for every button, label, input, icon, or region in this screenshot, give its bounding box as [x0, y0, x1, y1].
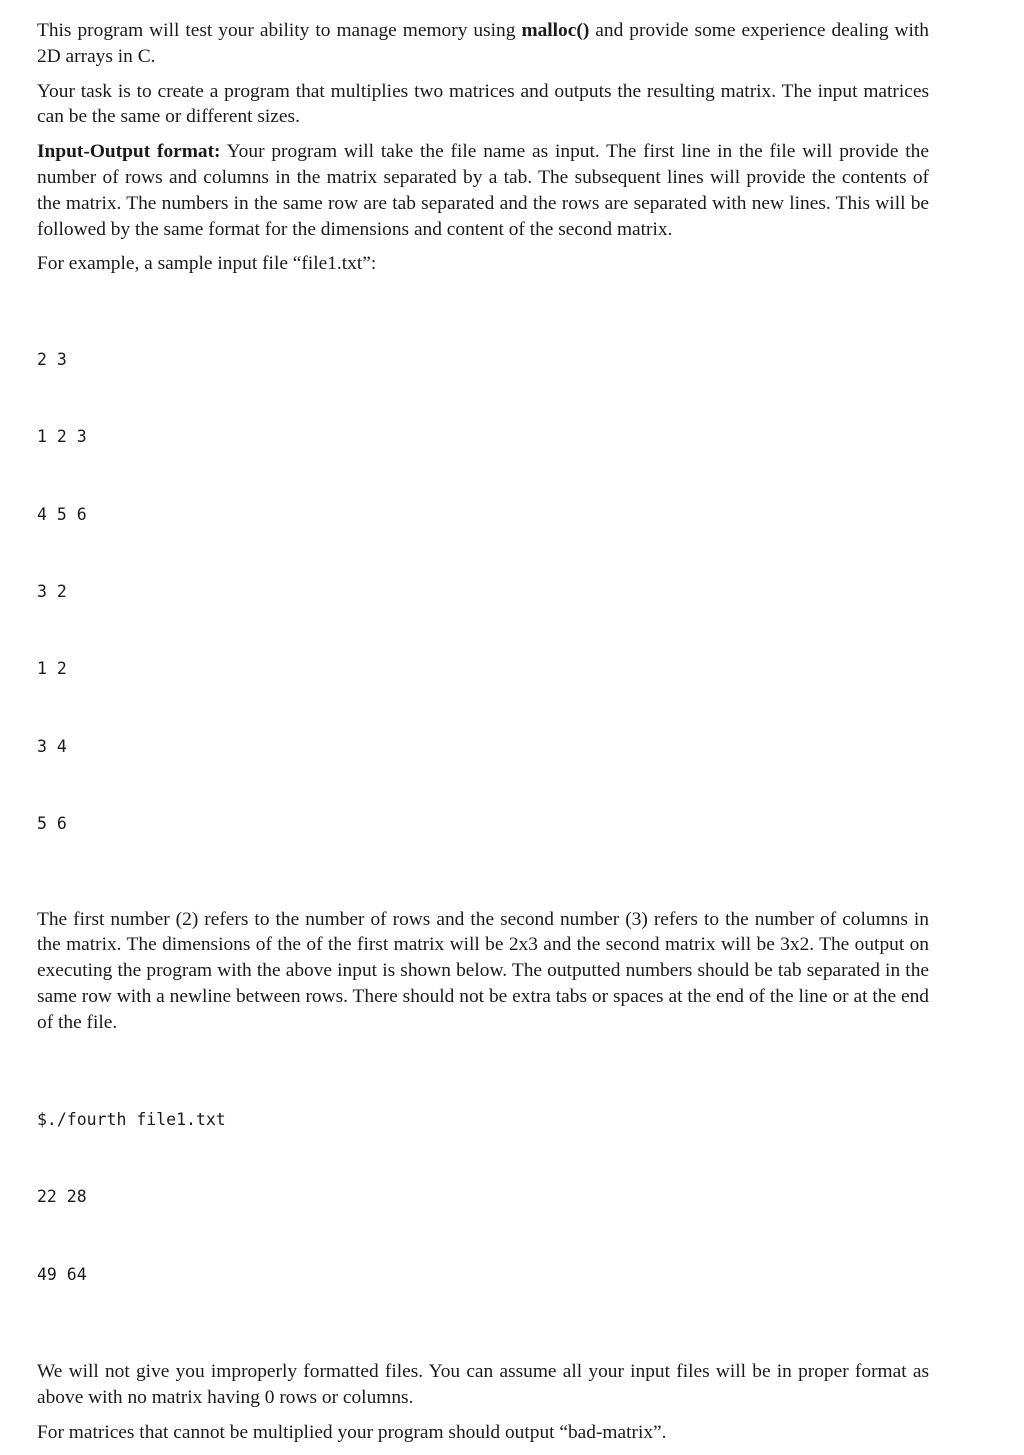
io-format-paragraph: [37, 139, 929, 242]
sample-output-command: $./fourth file1.txt: [37, 1110, 226, 1130]
sample-input-line: 5 6: [37, 814, 67, 834]
sample-output-line: 49 64: [37, 1264, 87, 1284]
assignment-document: [37, 18, 929, 1455]
sample-input-line: 1 2 3: [37, 427, 87, 447]
sample-input-block: [37, 295, 929, 888]
bad-matrix-paragraph: For matrices that cannot be multiplied your program should output “bad-matrix”.: [37, 1421, 667, 1443]
io-format-heading: Input-Output format:: [37, 141, 221, 163]
task-paragraph: Your task is to create a program that multiplies two matrices and outputs the resulting matrix. The input matrices can be the same or different sizes.: [37, 80, 929, 128]
sample-output-line: 22 28: [37, 1187, 87, 1207]
intro-paragraph: [37, 18, 929, 70]
intro-text-end: and provide some experience dealing with 2D arrays in C.: [37, 20, 929, 67]
sample-input-line: 1 2: [37, 659, 67, 679]
sample-output-block: [37, 1055, 929, 1339]
sample-input-line: 4 5 6: [37, 504, 87, 524]
dimensions-explanation-paragraph: The first number (2) refers to the number of rows and the second number (3) refers to the number of columns in the matrix. The dimensions of the of the first matrix will be 2x3 and the second matrix will be 3x2. The output on executing the program with the above input is shown below. The outputted numbers should be tab separated in the same row with a newline between rows. There should not be extra tabs or spaces at the end of the line or at the end of the file.: [37, 908, 929, 1033]
example-intro-paragraph: For example, a sample input file “file1.txt”:: [37, 253, 377, 275]
sample-input-line: 3 4: [37, 736, 67, 756]
malloc-keyword: malloc(): [521, 20, 590, 41]
assumption-paragraph: We will not give you improperly formatted files. You can assume all your input files will be in proper format as above with no matrix having 0 rows or columns.: [37, 1361, 929, 1409]
intro-text-start: This program will test your ability to manage memory using: [37, 20, 522, 41]
io-format-body: Your program will take the file name as input. The first line in the file will provide the number of rows and columns in the matrix separated by a tab. The subsequent lines will provide the contents of the matrix. The numbers in the same row are tab separated and the rows are separated with new lines. This will be followed by the same format for the dimensions and content of the second matrix.: [37, 141, 929, 240]
sample-input-line: 2 3: [37, 349, 67, 369]
sample-input-line: 3 2: [37, 581, 67, 601]
